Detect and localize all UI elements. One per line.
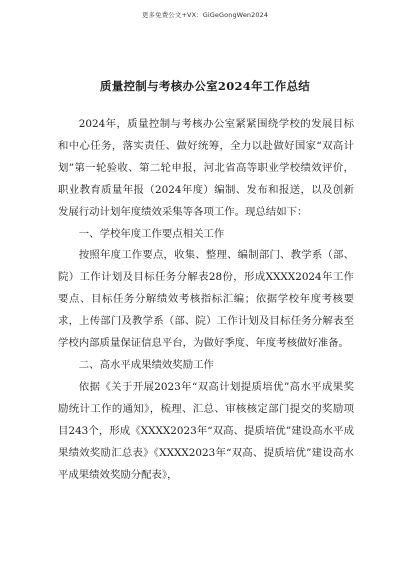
document-title: 质量控制与考核办公室2024年工作总结 <box>99 79 311 93</box>
section-heading-1: 一、学校年度工作要点相关工作 <box>78 227 225 240</box>
document-body <box>58 114 354 486</box>
intro-paragraph: 2024年，质量控制与考核办公室紧紧围绕学校的发展目标和中心任务，落实责任、做好统筹，全力以赴做好国家“双高计划”第一轮验收、第二轮申报，河北省高等职业学校绩效评价，职业教育质量年报（2024年度）编制、发布和报送，以及创新发展行动计划年度绩效采集等各项工作。现总结如下： <box>58 118 354 218</box>
section-heading-2: 二、高水平成果绩效奖励工作 <box>78 358 214 371</box>
header-note: 更多免费公文+VX：GiGeGongWen2024 <box>141 11 269 19</box>
section-1-paragraph: 按照年度工作要点，收集、整理、编制部门、教学系（部、院）工作计划及目标任务分解表28份，形成XXXX2024年工作要点、目标任务分解绩效考核指标汇编；依据学校年度考核要求，上传部门及教学系（部、院）工作计划及目标任务分解表至学校内部质量保证信息平台，为做好季度、年度考核做好准备。 <box>58 249 354 350</box>
section-2-paragraph: 依据《关于开展2023年“双高计划提质培优”高水平成果奖励统计工作的通知》，梳理、汇总、审核核定部门提交的奖励项目243个，形成《XXXX2023年“双高、提质培优”建设高水平成果绩效奖励汇总表》《XXXX2023年“双高、提质培优”建设高水平成果绩效奖励分配表》， <box>58 380 354 481</box>
